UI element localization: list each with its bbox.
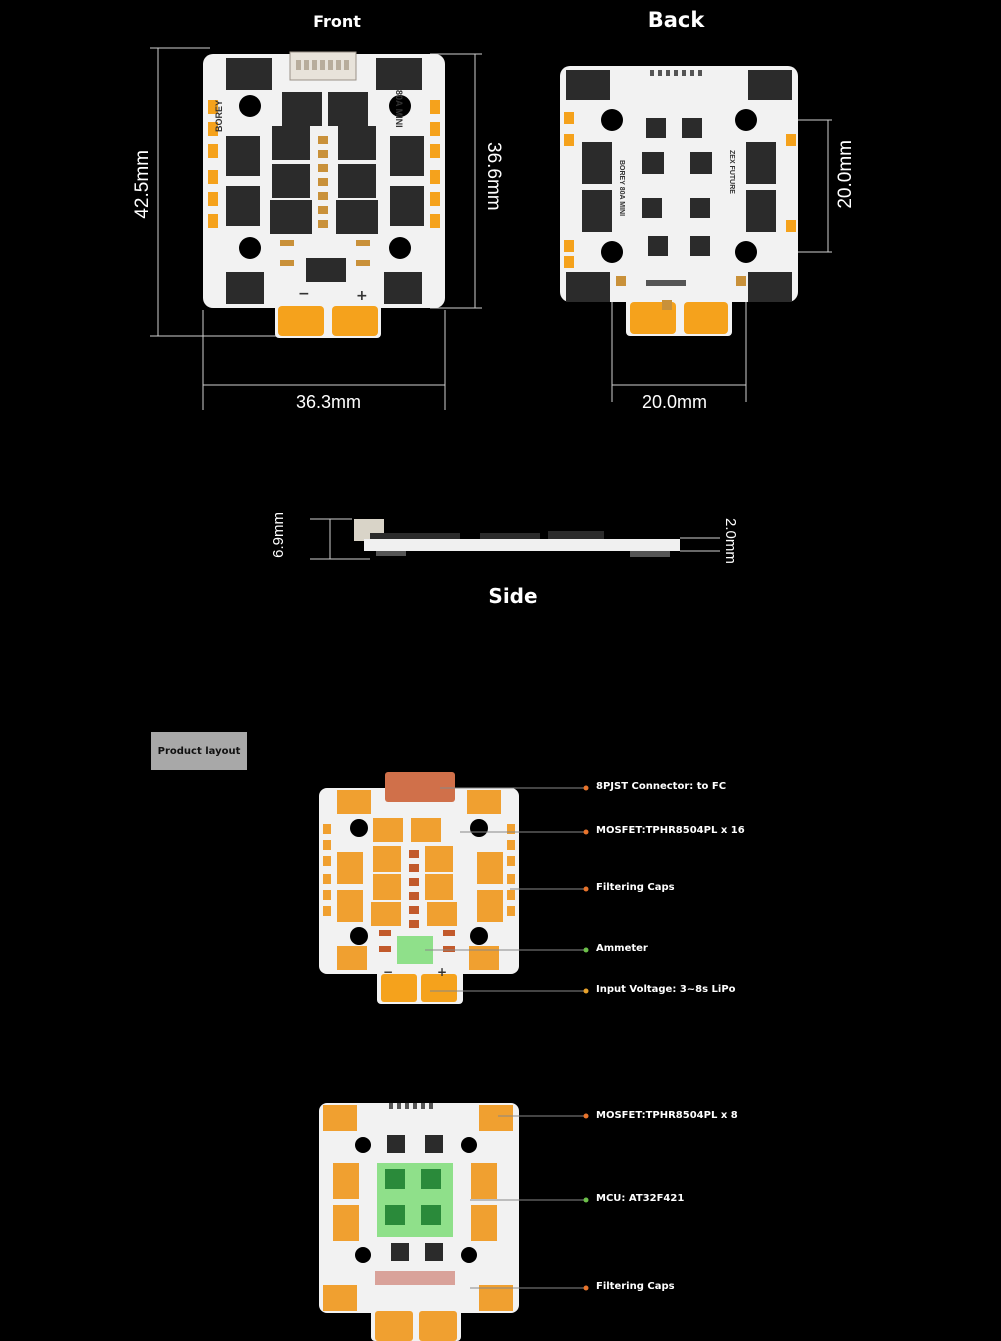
side-view-title: Side [488,584,538,608]
callout-filtering-caps-back: Filtering Caps [596,1281,675,1292]
front-view-title: Front [313,12,361,31]
layout-back-callout-lines [470,1100,600,1300]
callout-mosfet-back: MOSFET:TPHR8504PL x 8 [596,1110,738,1121]
product-layout-label: Product layout [151,732,247,770]
back-board-diagram [550,40,870,420]
back-silk-brand-label: ZEX FUTURE [728,150,735,194]
back-hole-horizontal-dimension: 20.0mm [642,392,708,412]
callout-mosfet-front: MOSFET:TPHR8504PL x 16 [596,825,745,836]
front-board-diagram [120,40,520,420]
side-board-dimension: 2.0mm [722,518,739,564]
callout-connector: 8PJST Connector: to FC [596,781,727,792]
back-silk-model-label: BOREY 80A MINI [618,160,625,217]
svg-text:+: + [437,965,448,979]
front-inner-height-dimension: 36.6mm [483,142,504,211]
back-hole-vertical-dimension: 20.0mm [835,140,856,209]
callout-filtering-caps-front: Filtering Caps [596,882,675,893]
svg-text:+: + [356,288,368,304]
front-height-dimension: 42.5mm [132,150,153,219]
callout-mcu: MCU: AT32F421 [596,1193,685,1204]
svg-text:−: − [298,286,310,302]
layout-front-callout-lines [400,770,600,1010]
side-total-dimension: 6.9mm [270,512,287,558]
side-board-diagram [300,505,740,575]
front-silk-model-label: 80A MINI [394,90,404,128]
back-view-title: Back [647,8,705,32]
front-silk-brand-label: BOREY [214,100,224,133]
svg-text:−: − [383,965,394,979]
front-width-dimension: 36.3mm [296,392,362,412]
callout-input-voltage: Input Voltage: 3~8s LiPo [596,984,736,995]
callout-ammeter: Ammeter [596,943,648,954]
